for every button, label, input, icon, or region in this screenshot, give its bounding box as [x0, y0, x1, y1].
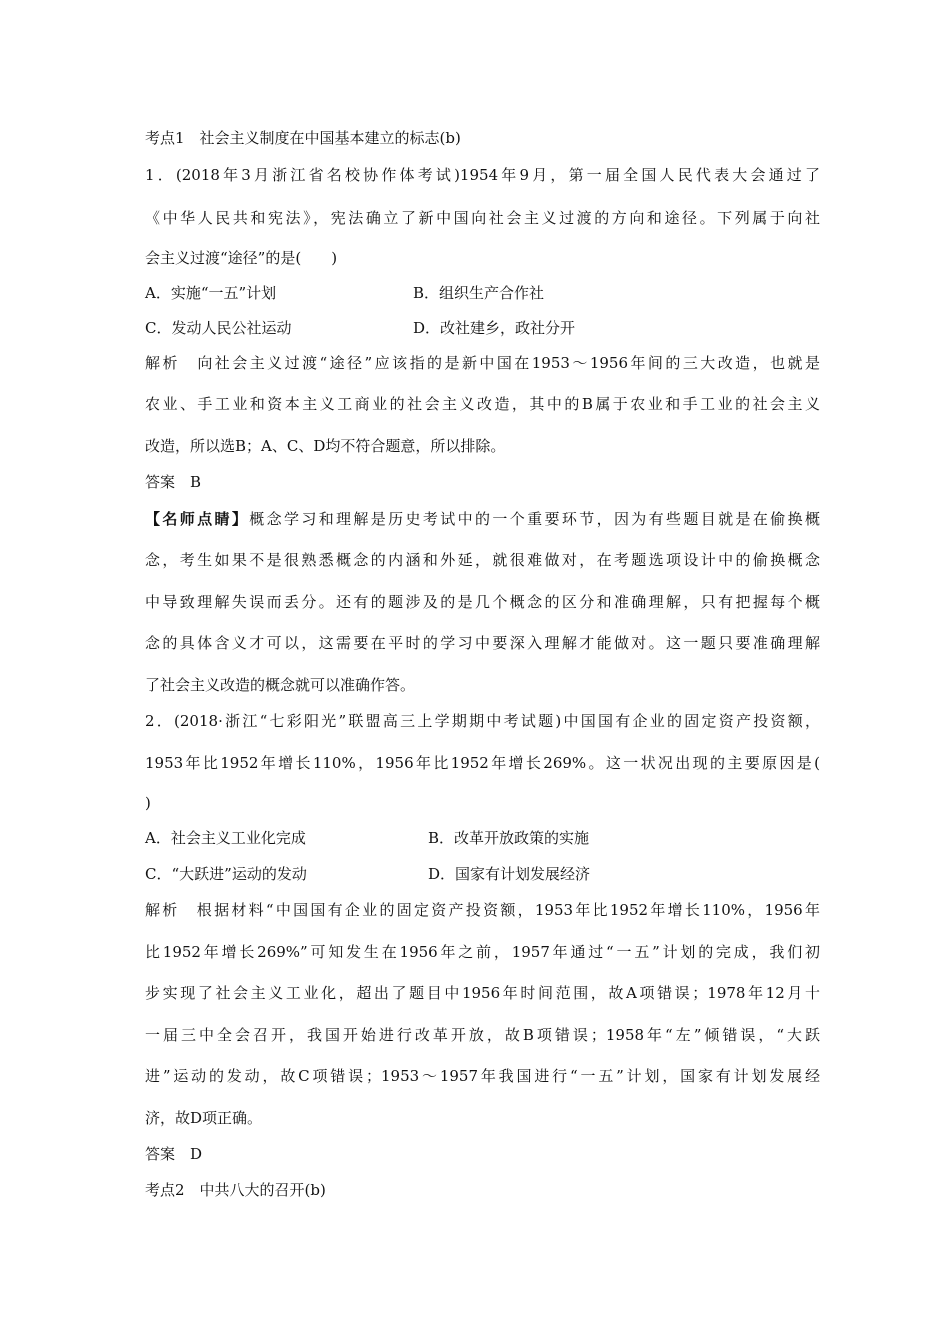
- question-1-answer: 答案 B: [145, 473, 202, 491]
- question-2-option-a: A．社会主义工业化完成: [145, 829, 306, 847]
- question-2-analysis-line-1: 解析 根据材料“中国国有企业的固定资产投资额，1953年比1952年增长110%，1956年: [145, 901, 820, 919]
- question-2-analysis-line-2: 比1952年增长269%”可知发生在1956年之前，1957年通过“一五”计划的完成，我们初: [145, 943, 820, 961]
- question-1-stem-line-1: 1．(2018年3月浙江省名校协作体考试)1954年9月，第一届全国人民代表大会通过了: [145, 166, 820, 184]
- question-2-analysis-line-5: 进”运动的发动，故C项错误；1953～1957年我国进行“一五”计划，国家有计划发展经: [145, 1067, 820, 1085]
- tip-line-2: 念，考生如果不是很熟悉概念的内涵和外延，就很难做对，在考题选项设计中的偷换概念: [145, 551, 820, 569]
- question-1-analysis-line-3: 改造，所以选B；A、C、D均不符合题意，所以排除。: [145, 437, 506, 455]
- question-2-option-b: B．改革开放政策的实施: [428, 829, 590, 847]
- tip-line-5: 了社会主义改造的概念就可以准确作答。: [145, 676, 416, 694]
- question-1-option-a: A．实施“一五”计划: [145, 284, 277, 302]
- question-2-analysis-line-3: 步实现了社会主义工业化，超出了题目中1956年时间范围，故A项错误；1978年12月十: [145, 984, 820, 1002]
- section-heading-1: 考点1 社会主义制度在中国基本建立的标志(b): [145, 129, 461, 147]
- question-2-answer: 答案 D: [145, 1145, 203, 1163]
- question-1-analysis-line-1: 解析 向社会主义过渡“途径”应该指的是新中国在1953～1956年间的三大改造，也就是: [145, 354, 820, 372]
- question-1-stem-line-2: 《中华人民共和宪法》，宪法确立了新中国向社会主义过渡的方向和途径。下列属于向社: [145, 209, 820, 227]
- question-1-analysis-line-2: 农业、手工业和资本主义工商业的社会主义改造，其中的B属于农业和手工业的社会主义: [145, 395, 820, 413]
- tip-line-4: 念的具体含义才可以，这需要在平时的学习中要深入理解才能做对。这一题只要准确理解: [145, 634, 820, 652]
- tip-text-1: 概念学习和理解是历史考试中的一个重要环节，因为有些题目就是在偷换概: [249, 510, 820, 528]
- question-1-stem-line-3: 会主义过渡“途径”的是( ): [145, 249, 338, 267]
- question-2-stem-line-3: ): [145, 794, 151, 812]
- question-1-option-b: B．组织生产合作社: [413, 284, 545, 302]
- question-2-option-d: D．国家有计划发展经济: [428, 865, 591, 883]
- question-2-analysis-line-6: 济，故D项正确。: [145, 1109, 263, 1127]
- tip-line-1: [145, 508, 820, 530]
- question-2-stem-line-1: 2．(2018·浙江“七彩阳光”联盟高三上学期期中考试题)中国国有企业的固定资产投资额，: [145, 712, 820, 730]
- question-2-stem-line-2: 1953年比1952年增长110%，1956年比1952年增长269%。这一状况出现的主要原因是(: [145, 754, 820, 772]
- section-heading-2: 考点2 中共八大的召开(b): [145, 1181, 326, 1199]
- question-1-option-c: C．发动人民公社运动: [145, 319, 292, 337]
- question-2-analysis-line-4: 一届三中全会召开，我国开始进行改革开放，故B项错误；1958年“左”倾错误，“大跃: [145, 1026, 820, 1044]
- question-1-option-d: D．改社建乡，政社分开: [413, 319, 576, 337]
- tip-label: 【名师点睛】: [145, 510, 250, 528]
- tip-line-3: 中导致理解失误而丢分。还有的题涉及的是几个概念的区分和准确理解，只有把握每个概: [145, 593, 820, 611]
- question-2-option-c: C．“大跃进”运动的发动: [145, 865, 307, 883]
